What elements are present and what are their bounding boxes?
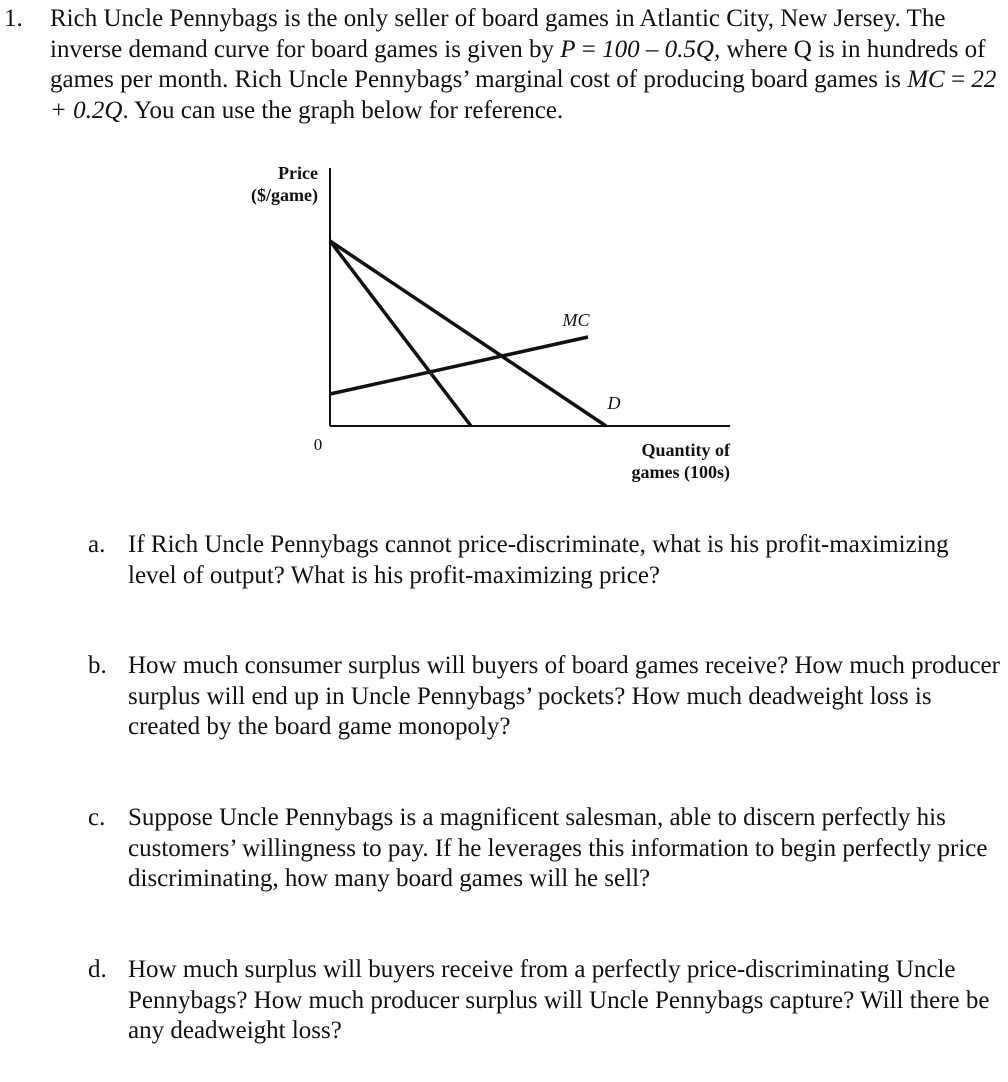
part-b-label: b.: [88, 652, 107, 679]
marginal-cost-curve: [330, 337, 588, 394]
part-d-label: d.: [88, 956, 107, 983]
mc-label: MC: [562, 310, 590, 330]
monopoly-graph: [220, 158, 760, 498]
demand-curve: [330, 241, 606, 426]
origin-label: 0: [313, 435, 323, 454]
question-number: 1.: [4, 5, 23, 32]
part-a-label: a.: [88, 531, 106, 558]
part-b-text: How much consumer surplus will buyers of board games receive? How much producer surplus will end up in Uncle Pennybags’ pockets? How much deadweight loss is created by the board game monopoly?: [128, 652, 1000, 740]
question-text: Rich Uncle Pennybags is the only seller of board games in Atlantic City, New Jersey. The inverse demand curve for board games is given by P = 100 – 0.5Q, where Q is in hundreds of games per month. Rich Uncle Pennybags’ marginal cost of producing board games is MC = 22 + 0.2Q. You can use the graph below for reference.: [50, 5, 997, 124]
x-axis-label-line1: Quantity of: [641, 440, 730, 460]
part-d-text: How much surplus will buyers receive from a perfectly price-discriminating Uncle Pennybags? How much producer surplus will Uncle Pennybags capture? Will there be any deadweight loss?: [128, 956, 990, 1044]
marginal-revenue-curve: [330, 241, 471, 426]
part-a-text: If Rich Uncle Pennybags cannot price-discriminate, what is his profit-maximizing level of output? What is his profit-maximizing price?: [128, 531, 949, 589]
part-c-label: c.: [88, 804, 106, 831]
y-axis-label-line1: Price: [278, 163, 318, 183]
d-label: D: [607, 393, 621, 413]
x-axis-label-line2: games (100s): [631, 462, 730, 482]
y-axis-label-line2: ($/game): [251, 185, 318, 205]
part-c-text: Suppose Uncle Pennybags is a magnificent salesman, able to discern perfectly his customers’ willingness to pay. If he leverages this information to begin perfectly price discriminating, how many board games will he sell?: [128, 804, 988, 892]
